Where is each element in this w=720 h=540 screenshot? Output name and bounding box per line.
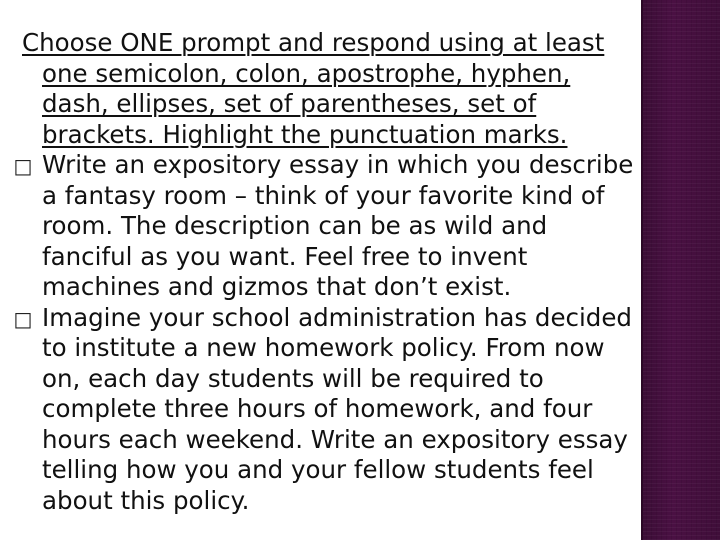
- checkbox-bullet-icon: □: [13, 306, 33, 331]
- instructions-heading: Choose ONE prompt and respond using at least one semicolon, colon, apostrophe, hyphen, dash, ellipses, set of parentheses, set of brackets. Highlight the punctuation marks.: [22, 28, 605, 149]
- decorative-side-panel: [641, 0, 720, 540]
- slide-content: [13, 28, 642, 516]
- prompt-item-homework-policy: [13, 302, 642, 517]
- checkbox-bullet-icon: □: [13, 154, 33, 178]
- prompt-list: [13, 150, 642, 516]
- prompt-text: Write an expository essay in which you describe a fantasy room – think of your favorite kind of room. The description can be as wild and fanciful as you want. Feel free to invent machines and gizmos that don’t exist.: [42, 150, 634, 301]
- prompt-text: Imagine your school administration has decided to institute a new homework policy. From now on, each day students will be required to complete three hours of homework, and four hours each weekend. Write an expository essay telling how you and your fellow students feel about this policy.: [42, 302, 632, 515]
- panel-texture: [641, 0, 720, 540]
- panel-edge: [641, 0, 643, 540]
- prompt-item-fantasy-room: [13, 150, 642, 303]
